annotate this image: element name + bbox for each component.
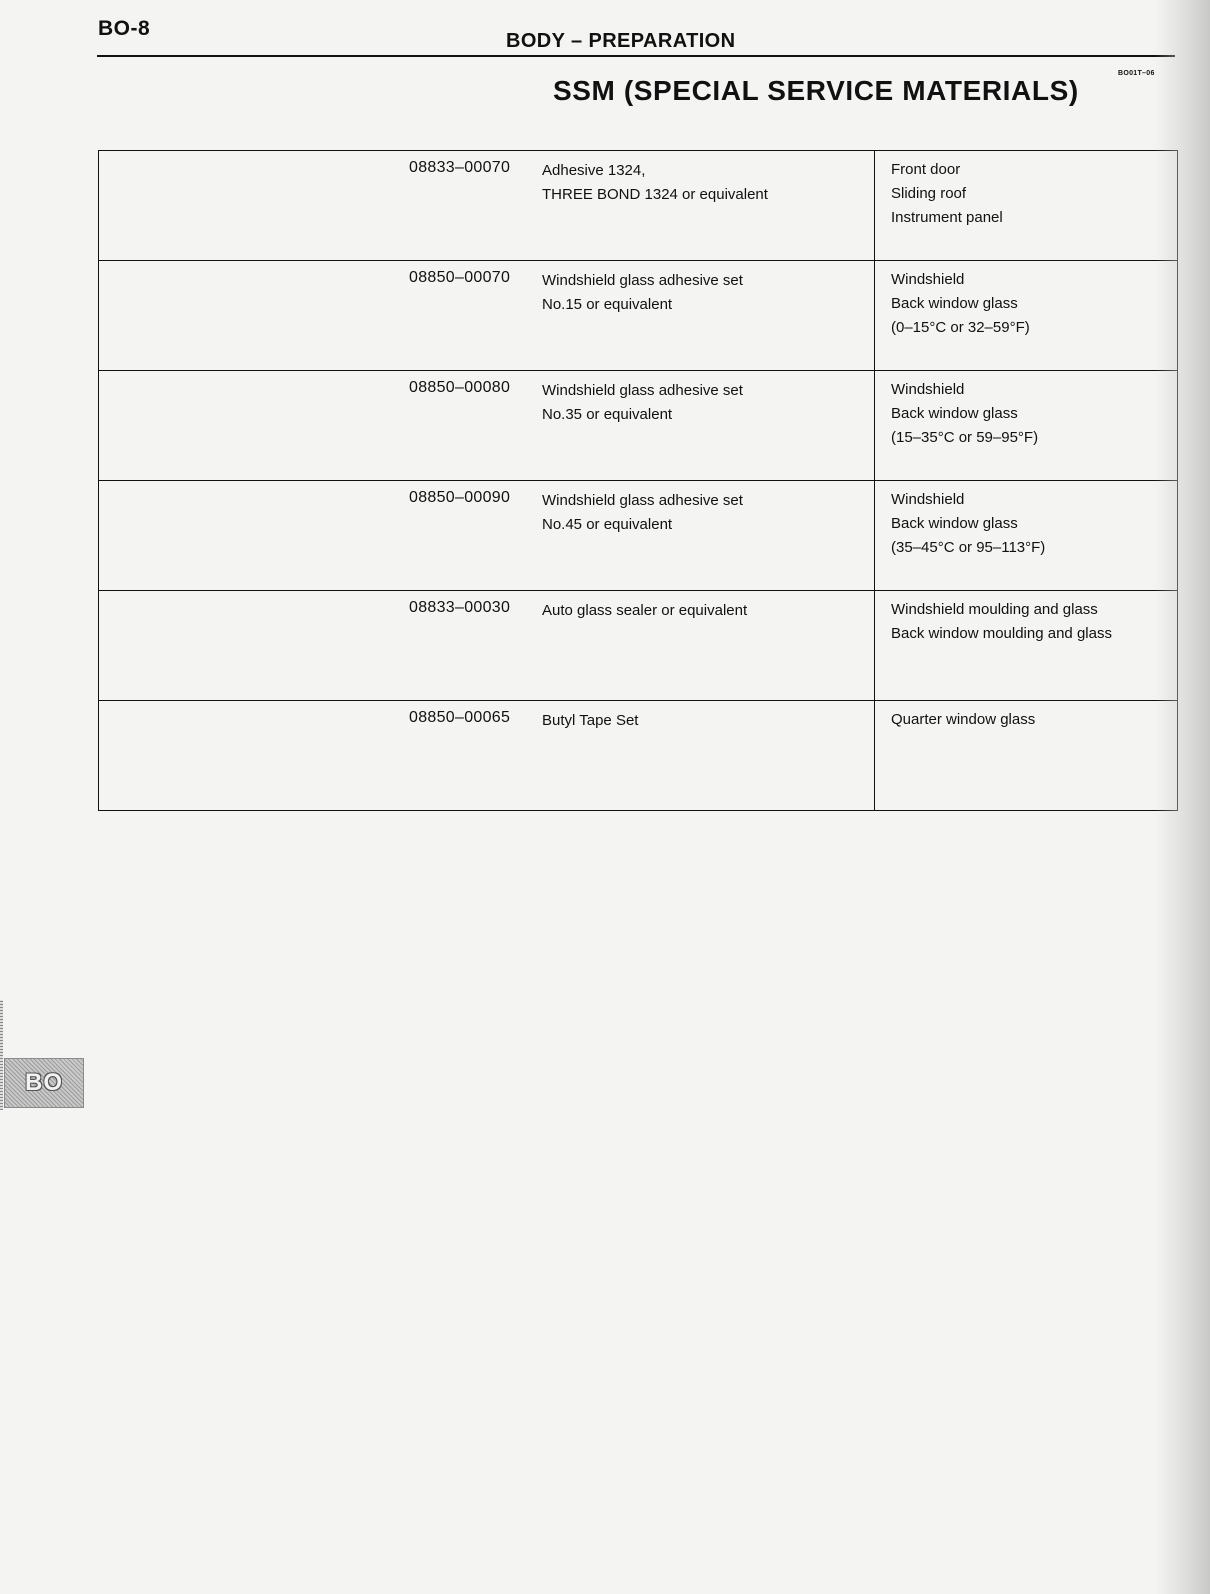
table-row (99, 151, 1178, 261)
use-line: (15–35°C or 59–95°F) (891, 429, 1039, 446)
use-line: Quarter window glass (891, 711, 1036, 728)
use-line: Windshield (891, 271, 965, 288)
use-cell (875, 701, 1178, 811)
use-line: Windshield (891, 491, 965, 508)
material-cell (99, 591, 875, 701)
part-number: 08833–00030 (409, 599, 511, 616)
use-cell (875, 151, 1178, 261)
header-rule (97, 55, 1175, 57)
use-line: Back window glass (891, 515, 1018, 532)
use-line: Back window glass (891, 405, 1018, 422)
material-name: Butyl Tape Set (542, 712, 639, 729)
use-line: Front door (891, 161, 961, 178)
use-line: Windshield (891, 381, 965, 398)
material-name: Windshield glass adhesive set No.15 or equivalent (542, 272, 743, 313)
doc-code: BO01T–06 (1118, 70, 1155, 77)
part-number: 08833–00070 (409, 159, 511, 176)
use-line: Sliding roof (891, 185, 967, 202)
material-name: Adhesive 1324, THREE BOND 1324 or equivalent (542, 162, 768, 203)
use-cell (875, 261, 1178, 371)
ssm-table (98, 150, 1178, 811)
use-line: Back window glass (891, 295, 1018, 312)
material-cell (99, 261, 875, 371)
use-cell (875, 371, 1178, 481)
part-number: 08850–00065 (409, 709, 511, 726)
use-line: (0–15°C or 32–59°F) (891, 319, 1030, 336)
section-tab (4, 1058, 84, 1108)
use-line: Instrument panel (891, 209, 1003, 226)
part-number: 08850–00090 (409, 489, 511, 506)
page-edge-shadow (1155, 0, 1210, 1594)
part-number: 08850–00070 (409, 269, 511, 286)
use-cell (875, 481, 1178, 591)
table-row (99, 261, 1178, 371)
use-line: (35–45°C or 95–113°F) (891, 539, 1046, 556)
table-row (99, 481, 1178, 591)
use-cell (875, 591, 1178, 701)
use-line: Back window moulding and glass (891, 625, 1112, 642)
material-name: Windshield glass adhesive set No.35 or equivalent (542, 382, 743, 423)
section-tab-label: BO (25, 1069, 63, 1096)
use-line: Windshield moulding and glass (891, 601, 1098, 618)
table-row (99, 591, 1178, 701)
material-cell (99, 701, 875, 811)
material-cell (99, 481, 875, 591)
page-title: SSM (SPECIAL SERVICE MATERIALS) (553, 75, 1079, 106)
material-cell (99, 151, 875, 261)
part-number: 08850–00080 (409, 379, 511, 396)
material-cell (99, 371, 875, 481)
material-name: Auto glass sealer or equivalent (542, 602, 748, 619)
table-row (99, 701, 1178, 811)
page-number: BO-8 (98, 17, 151, 40)
table-row (99, 371, 1178, 481)
material-name: Windshield glass adhesive set No.45 or equivalent (542, 492, 743, 533)
tab-edge (0, 1000, 3, 1110)
section-header: BODY – PREPARATION (506, 30, 736, 52)
